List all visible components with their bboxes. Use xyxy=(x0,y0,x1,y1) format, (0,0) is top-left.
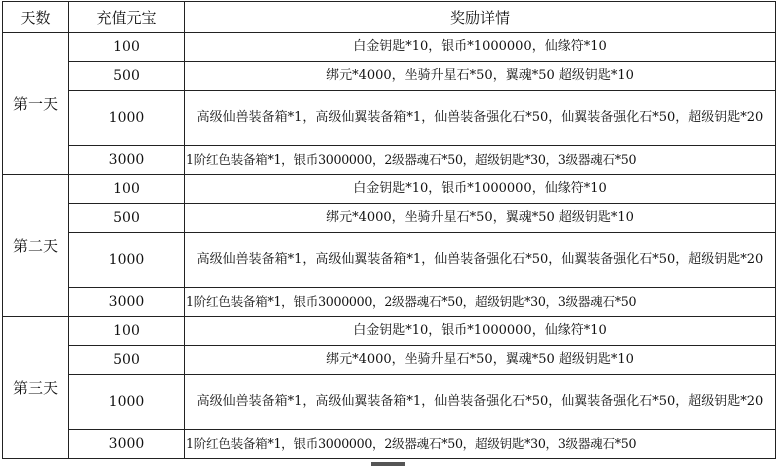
day-label: 第一天 xyxy=(3,33,69,175)
detail-cell: 绑元*4000，坐骑升星石*50，翼魂*50 超级钥匙*10 xyxy=(185,346,776,375)
detail-cell: 白金钥匙*10，银币*1000000，仙缘符*10 xyxy=(185,317,776,346)
table-row xyxy=(3,33,776,62)
amount-cell: 3000 xyxy=(69,430,185,459)
detail-cell: 白金钥匙*10，银币*1000000，仙缘符*10 xyxy=(185,33,776,62)
reward-table xyxy=(2,1,776,459)
header-row xyxy=(3,2,776,33)
table-row xyxy=(3,233,776,288)
amount-cell: 3000 xyxy=(69,146,185,175)
detail-cell: 高级仙兽装备箱*1，高级仙翼装备箱*1，仙兽装备强化石*50，仙翼装备强化石*50，超级钥匙*20 xyxy=(185,91,776,146)
amount-cell: 3000 xyxy=(69,288,185,317)
detail-cell: 绑元*4000，坐骑升星石*50，翼魂*50 超级钥匙*10 xyxy=(185,62,776,91)
table-row xyxy=(3,346,776,375)
table-row xyxy=(3,430,776,459)
detail-cell: 1阶红色装备箱*1，银币3000000，2级器魂石*50，超级钥匙*30，3级器魂石*50 xyxy=(185,146,776,175)
table-row xyxy=(3,146,776,175)
detail-cell: 高级仙兽装备箱*1，高级仙翼装备箱*1，仙兽装备强化石*50，仙翼装备强化石*50，超级钥匙*20 xyxy=(185,375,776,430)
detail-cell: 高级仙兽装备箱*1，高级仙翼装备箱*1，仙兽装备强化石*50，仙翼装备强化石*50，超级钥匙*20 xyxy=(185,233,776,288)
amount-cell: 100 xyxy=(69,317,185,346)
table-row xyxy=(3,288,776,317)
table-row xyxy=(3,317,776,346)
amount-cell: 500 xyxy=(69,346,185,375)
day-label: 第三天 xyxy=(3,317,69,459)
amount-cell: 1000 xyxy=(69,375,185,430)
amount-cell: 100 xyxy=(69,33,185,62)
detail-cell: 白金钥匙*10，银币*1000000，仙缘符*10 xyxy=(185,175,776,204)
amount-cell: 1000 xyxy=(69,91,185,146)
amount-cell: 500 xyxy=(69,204,185,233)
table-row xyxy=(3,91,776,146)
detail-cell: 1阶红色装备箱*1，银币3000000，2级器魂石*50，超级钥匙*30，3级器魂石*50 xyxy=(185,288,776,317)
table-row xyxy=(3,375,776,430)
table-row xyxy=(3,204,776,233)
table-row xyxy=(3,62,776,91)
header-day: 天数 xyxy=(3,2,69,33)
table-row xyxy=(3,175,776,204)
bottom-edge-mark xyxy=(371,462,405,466)
amount-cell: 100 xyxy=(69,175,185,204)
header-amount: 充值元宝 xyxy=(69,2,185,33)
amount-cell: 1000 xyxy=(69,233,185,288)
detail-cell: 绑元*4000，坐骑升星石*50，翼魂*50 超级钥匙*10 xyxy=(185,204,776,233)
header-detail: 奖励详情 xyxy=(185,2,776,33)
detail-cell: 1阶红色装备箱*1，银币3000000，2级器魂石*50，超级钥匙*30，3级器魂石*50 xyxy=(185,430,776,459)
day-label: 第二天 xyxy=(3,175,69,317)
amount-cell: 500 xyxy=(69,62,185,91)
